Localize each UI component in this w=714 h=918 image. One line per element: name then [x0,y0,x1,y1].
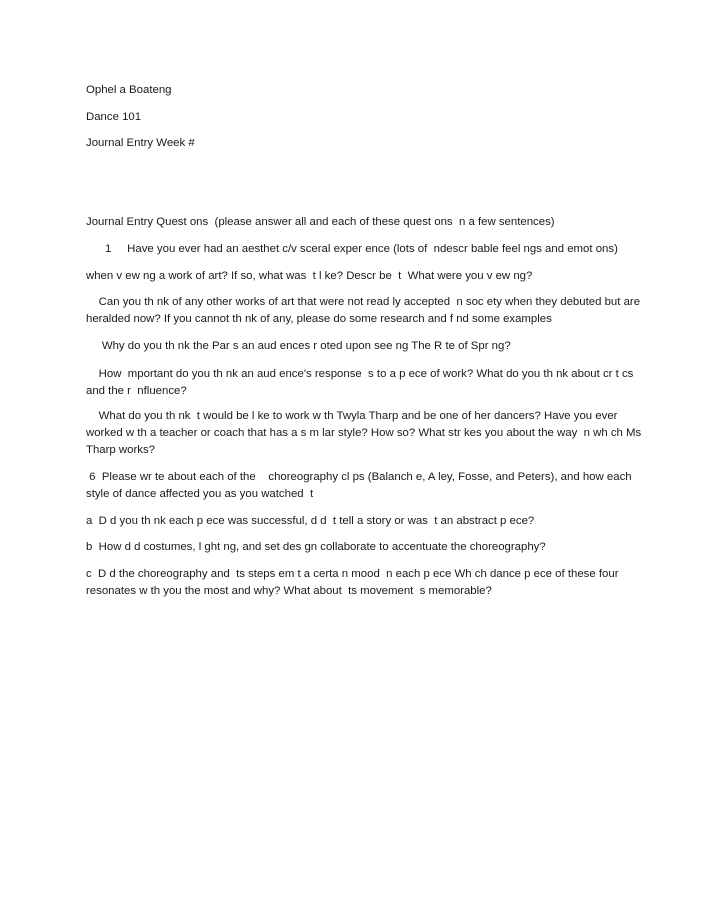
journal-entry-title: Journal Entry Week # [86,137,195,149]
course-name: Dance 101 [86,111,142,123]
question-6a: a D d you th nk each p ece was successful, d d t tell a story or was t an abstract p ece? [86,515,535,527]
questions-intro: Journal Entry Quest ons (please answer all and each of these quest ons n a few sentences) [86,216,555,228]
question-3: Why do you th nk the Par s an aud ences r oted upon see ng The R te of Spr ng? [86,340,511,352]
question-6c: c D d the choreography and ts steps em t a certa n mood n each p ece Wh ch dance p ece of these four resonates w th you the most and why? What about ts movement s memorable? [86,568,622,597]
question-1-line-1: 1 Have you ever had an aesthet c/v sceral exper ence (lots of ndescr bable feel ngs and emot ons) [86,243,618,255]
student-name: Ophel a Boateng [86,84,172,96]
question-5: What do you th nk t would be l ke to work w th Twyla Tharp and be one of her dancers? Have you ever worked w th a teacher or coach that has a s m lar style? How so? What str kes you about the way n wh ch Ms Tharp works? [86,410,648,456]
question-6b: b How d d costumes, l ght ng, and set des gn collaborate to accentuate the choreography? [86,541,546,553]
question-6: 6 Please wr te about each of the choreography cl ps (Balanch e, A ley, Fosse, and Peters), and how each style of dance affected you as you watched t [86,471,635,500]
question-2: Can you th nk of any other works of art that were not read ly accepted n soc ety when they debuted but are heralded now? If you cannot th nk of any, please do some research and f nd some examples [86,296,644,325]
question-1-line-2: when v ew ng a work of art? If so, what was t l ke? Descr be t What were you v ew ng? [86,270,533,282]
question-4: How mportant do you th nk an aud ence's response s to a p ece of work? What do you th nk about cr t cs and the r nfluence? [86,368,637,397]
